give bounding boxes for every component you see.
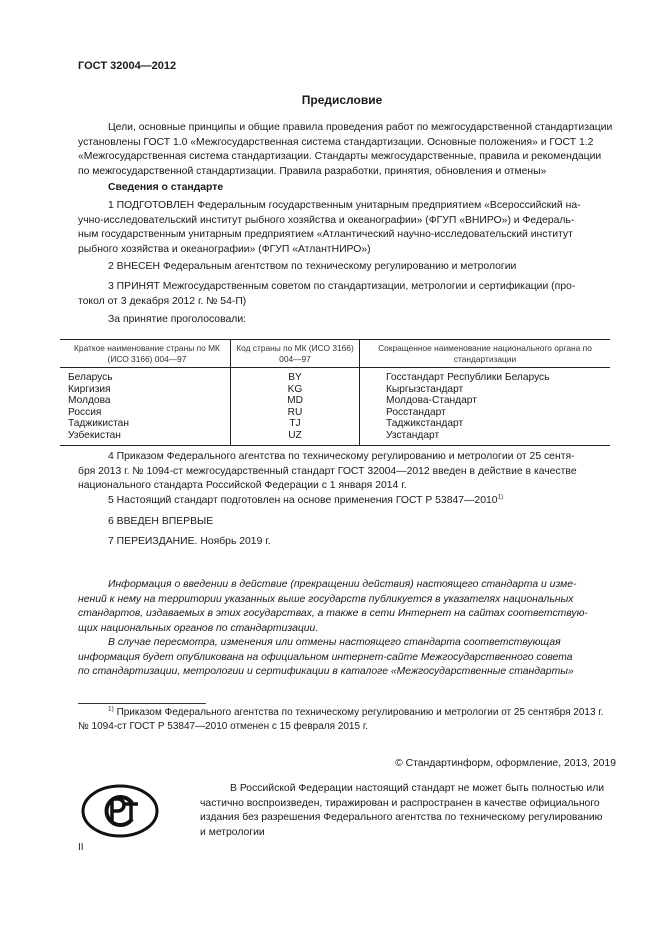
info-line: Информация о введении в действие (прекращении действия) настоящего стандарта и изме-: [108, 579, 577, 590]
column-header-code: Код страны по МК (ИСО 3166) 004—97: [231, 340, 360, 368]
page-title: Предисловие: [301, 93, 383, 107]
footnote-line: № 1094-ст ГОСТ Р 53847—2010 отменен с 15 февраля 2015 г.: [78, 720, 369, 732]
code-cell: TJ: [231, 418, 360, 430]
rst-logo-graphic: [80, 783, 160, 839]
country-cell: Россия: [68, 406, 102, 418]
voted-label: За принятие проголосовали:: [108, 314, 247, 325]
item-line: учно-исследовательский институт рыбного хозяйства и океанографии» (ФГУП «ВНИРО») и Федераль-: [78, 214, 575, 226]
table-row: [60, 395, 610, 407]
page-number: II: [78, 842, 84, 853]
item-line: 4 Приказом Федерального агентства по техническому регулированию и метрологии от 25 сентя-: [108, 451, 575, 462]
rst-logo-icon: [80, 783, 160, 839]
item-line: ным государственным унитарным предприятием «Атлантический научно-исследовательский институт: [78, 229, 573, 241]
info-line: В случае пересмотра, изменения или отмены настоящего стандарта соответствующая: [108, 637, 561, 648]
item-line: национального стандарта Российской Федерации с 1 января 2014 г.: [78, 480, 407, 492]
country-cell: Узбекистан: [60, 430, 231, 446]
item-6-first-introduced: 6 ВВЕДЕН ВПЕРВЫЕ: [108, 516, 214, 527]
body-cell: Росстандарт: [360, 407, 611, 419]
info-line: стандартов, издаваемых в этих государствах, а также в сети Интернет на сайтах соответствую-: [78, 608, 588, 620]
item-line: 1 ПОДГОТОВЛЕН Федеральным государственным унитарным предприятием «Всероссийский на-: [108, 200, 581, 211]
footnote-divider: [78, 703, 206, 704]
body-cell: Узстандарт: [360, 430, 611, 446]
item-line: бря 2013 г. № 1094-ст межгосударственный стандарт ГОСТ 32004—2012 введен в действие в качестве: [78, 465, 577, 477]
code-cell: KG: [231, 384, 360, 396]
code-cell: MD: [231, 395, 360, 407]
footnote-reference[interactable]: 1): [497, 493, 504, 501]
intro-paragraph: [78, 121, 616, 179]
footnote-mark: 1): [108, 705, 114, 713]
country-cell: Киргизия: [68, 383, 111, 395]
item-4-order: [78, 450, 616, 494]
country-cell: Молдова: [68, 395, 111, 406]
item-line: 3 ПРИНЯТ Межгосударственным советом по стандартизации, метрологии и сертификации (про-: [108, 281, 576, 292]
table-row: [60, 407, 610, 419]
info-line: нений к нему на территории указанных выше государств публикуется в указателях национальных: [78, 593, 574, 605]
item-1-prepared: [78, 199, 616, 257]
table-row: [60, 368, 610, 384]
item-5-text: 5 Настоящий стандарт подготовлен на основе применения ГОСТ Р 53847—2010: [108, 495, 498, 506]
item-line: токол от 3 декабря 2012 г. № 54-П): [78, 295, 247, 307]
intro-line: «Межгосударственная система стандартизации. Стандарты межгосударственные, правила и рекомендации: [78, 151, 602, 163]
table-row: [60, 430, 610, 446]
info-line: по стандартизации, метрологии и сертификации в каталоге «Межгосударственные стандарты»: [78, 666, 574, 678]
intro-line: Цели, основные принципы и общие правила проведения работ по межгосударственной стандартизации: [108, 122, 613, 133]
item-7-reissue: 7 ПЕРЕИЗДАНИЕ. Ноябрь 2019 г.: [108, 536, 271, 547]
code-cell: UZ: [231, 430, 360, 446]
section-subheading: Сведения о стандарте: [108, 182, 224, 193]
body-cell: Госстандарт Республики Беларусь: [360, 368, 611, 384]
rights-line: частично воспроизведен, тиражирован и распространен в качестве официального: [200, 797, 600, 809]
intro-line: по межгосударственной стандартизации. Правила разработки, принятия, обновления и отмены»: [78, 165, 547, 177]
item-line: рыбного хозяйства и океанографии» (ФГУП «АтлантНИРО»): [78, 243, 371, 255]
column-header-body: Сокращенное наименование национального органа по стандартизации: [360, 340, 611, 368]
column-header-country: Краткое наименование страны по МК (ИСО 3166) 004—97: [60, 340, 231, 368]
country-cell: Таджикистан: [68, 418, 129, 429]
item-5-basis: [78, 494, 616, 509]
info-line: щих национальных органов по стандартизации.: [78, 622, 319, 634]
rights-line: В Российской Федерации настоящий стандарт не может быть полностью или: [230, 783, 605, 794]
footnote: [78, 706, 616, 733]
document-code: ГОСТ 32004—2012: [78, 60, 177, 72]
intro-line: установлены ГОСТ 1.0 «Межгосударственная система стандартизации. Основные положения» и ГОСТ 1.2: [78, 136, 594, 148]
rights-line: издания без разрешения Федерального агентства по техническому регулированию: [200, 812, 603, 823]
table-row: [60, 384, 610, 396]
table-row: [60, 418, 610, 430]
code-cell: RU: [231, 407, 360, 419]
body-cell: Таджикстандарт: [360, 418, 611, 430]
rights-line: и метрологии: [200, 826, 265, 838]
code-cell: BY: [231, 368, 360, 384]
country-cell: Беларусь: [68, 372, 113, 383]
item-2-introduced: 2 ВНЕСЕН Федеральным агентством по техническому регулированию и метрологии: [108, 261, 517, 272]
body-cell: Кыргызстандарт: [360, 384, 611, 396]
item-3-adopted: [78, 280, 616, 309]
copyright: © Стандартинформ, оформление, 2013, 2019: [395, 758, 616, 769]
info-paragraph-2: [78, 636, 616, 680]
footnote-line: Приказом Федерального агентства по техническому регулированию и метрологии от 25 сентября 2013 г.: [116, 707, 604, 718]
rights-notice: [200, 782, 620, 840]
body-cell: Молдова-Стандарт: [360, 395, 611, 407]
info-paragraph-1: [78, 578, 616, 636]
member-states-table: [60, 339, 610, 446]
info-line: информация будет опубликована на официальном интернет-сайте Межгосударственного совета: [78, 651, 573, 663]
table-header-row: [60, 340, 610, 368]
